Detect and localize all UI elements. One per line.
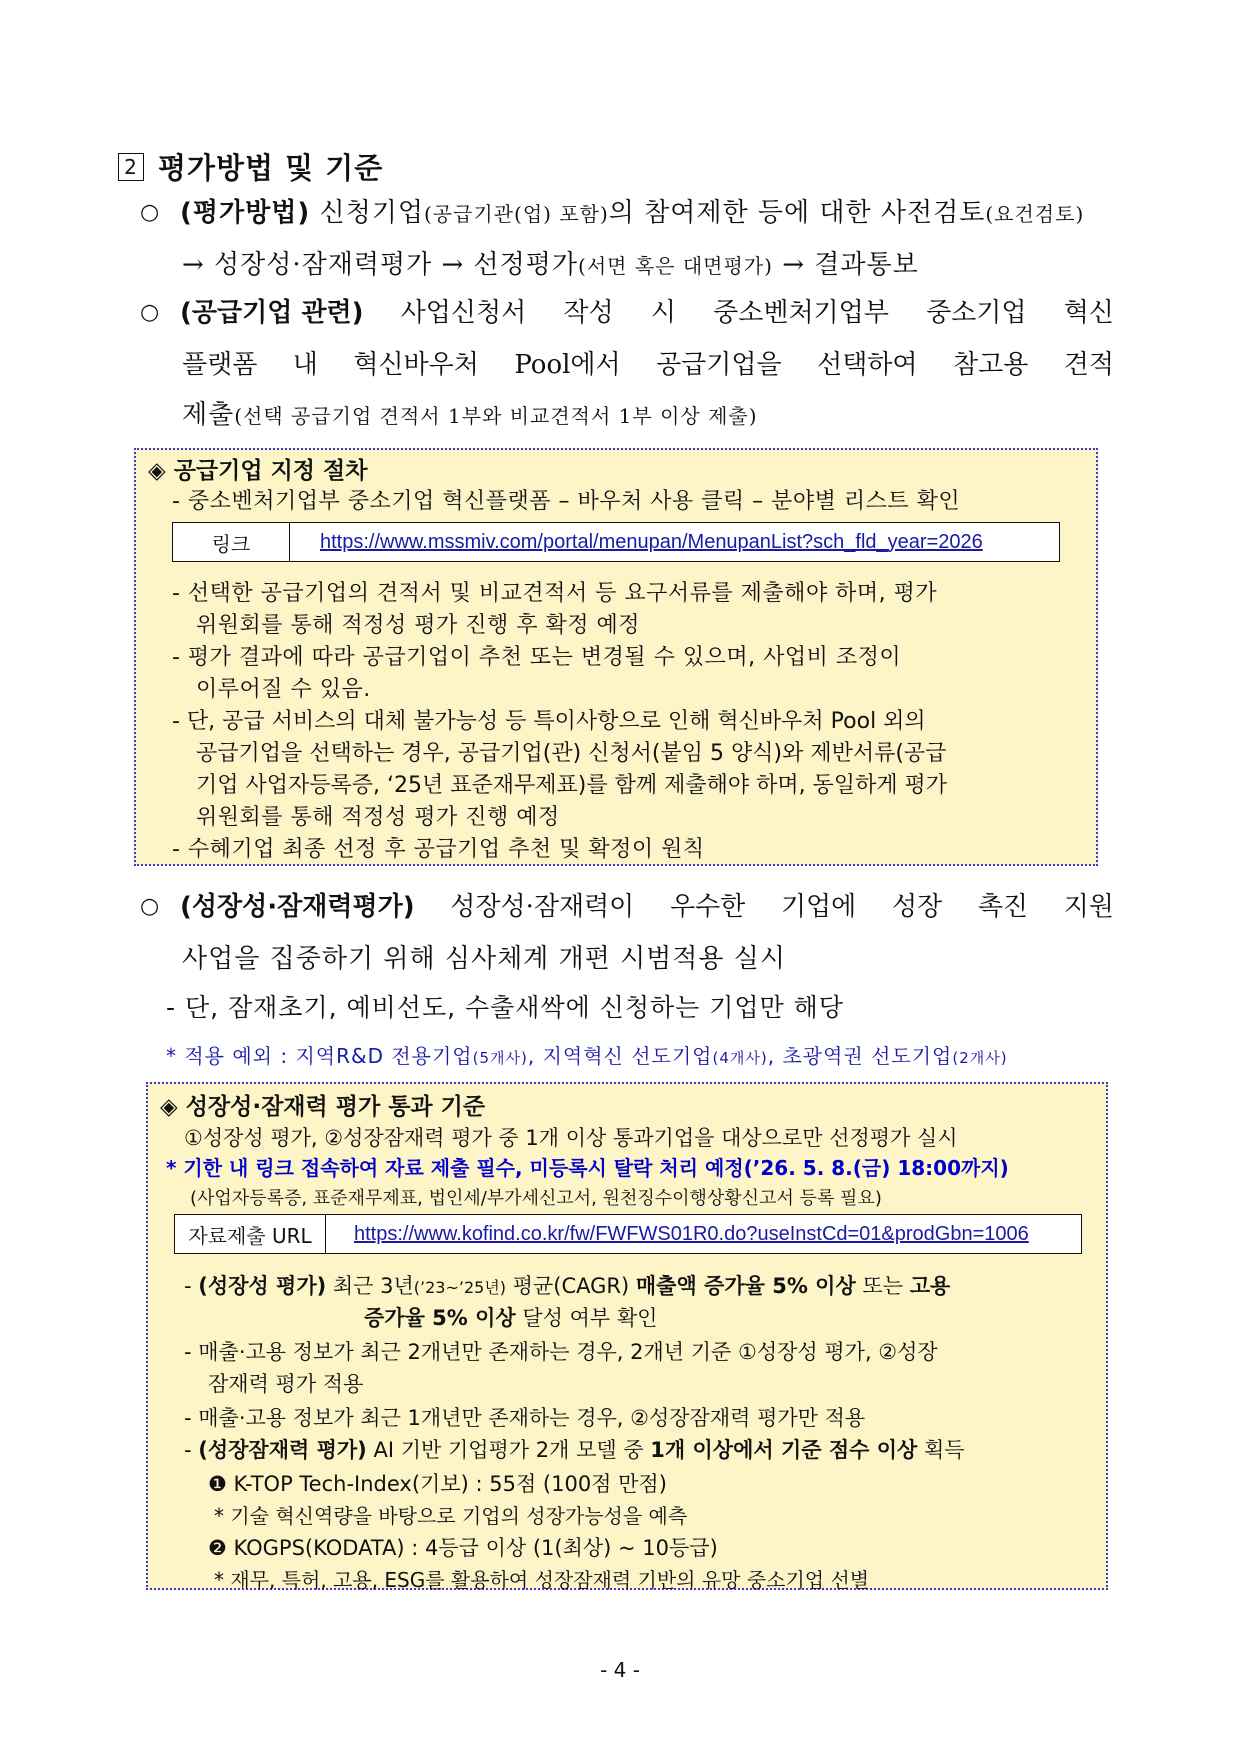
required-docs: (사업자등록증, 표준재무제표, 법인세/부가세신고서, 원천징수이행상황신고서 등록 필요) — [190, 1188, 882, 1209]
supplier-line1 — [180, 292, 1114, 329]
note-text: , 초광역권 선도기업 — [767, 1044, 953, 1068]
word: 혁신 — [1063, 298, 1114, 328]
text: 평균(CAGR) — [506, 1274, 636, 1298]
deadline-notice: * 기한 내 링크 접속하여 자료 제출 필수, 미등록시 탈락 처리 예정(’26. 5. 8.(금) 18:00까지) — [166, 1156, 1009, 1180]
word: 혁신바우처 — [353, 350, 479, 380]
box1-item: 위원회를 통해 적정성 평가 진행 후 확정 예정 — [196, 613, 640, 638]
growth-exception-note — [166, 1040, 1008, 1069]
growth-sub: - 단, 잠재초기, 예비선도, 수출새싹에 신청하는 기업만 해당 — [166, 993, 844, 1022]
word: Pool에서 — [514, 350, 621, 380]
box1-item: - 평가 결과에 따라 공급기업이 추천 또는 변경될 수 있으며, 사업비 조정이 — [172, 645, 902, 670]
eval-method-line2 — [182, 244, 919, 281]
eval-method-small: (서면 혹은 대면평가) — [578, 254, 773, 278]
supplier-label: (공급기업 관련) — [180, 298, 364, 328]
potential-eval-label: (성장잠재력 평가) — [198, 1438, 367, 1462]
word: 참고용 — [952, 350, 1029, 380]
box2-line1: ①성장성 평가, ②성장잠재력 평가 중 1개 이상 통과기업을 대상으로만 선정평가 실시 — [184, 1126, 958, 1150]
word: 기업에 — [780, 892, 857, 922]
small-text: (’23~’25년) — [413, 1278, 507, 1297]
word: 성장성·잠재력이 — [450, 892, 635, 922]
model-ktop: ❶ K-TOP Tech-Index(기보) : 55점 (100점 만점) — [208, 1472, 667, 1496]
box1-item: 기업 사업자등록증, ‘25년 표준재무제표)를 함께 제출해야 하며, 동일하게 평가 — [196, 773, 948, 798]
growth-eval-label: (성장성 평가) — [198, 1274, 327, 1298]
supplier-line3 — [182, 394, 758, 431]
link-label: 자료제출 URL — [175, 1215, 326, 1253]
text: AI 기반 기업평가 2개 모델 중 — [366, 1438, 651, 1462]
box1-item: 이루어질 수 있음. — [196, 677, 371, 702]
note-small: (4개사) — [712, 1049, 768, 1067]
link-label: 링크 — [173, 523, 290, 561]
eval-method-small: (요건검토) — [985, 202, 1085, 226]
section-title-text: 평가방법 및 기준 — [158, 151, 384, 185]
two-year-rule-cont: 잠재력 평가 적용 — [208, 1372, 364, 1396]
eval-method-label: (평가방법) — [180, 198, 311, 228]
note-text: * 적용 예외 : 지역R&D 전용기업 — [166, 1044, 473, 1068]
text: 또는 — [855, 1274, 910, 1298]
text: 최근 3년 — [326, 1274, 414, 1298]
word: 내 — [292, 350, 318, 380]
word: 공급기업을 — [656, 350, 782, 380]
submit-link-table — [174, 1214, 1082, 1254]
bold-text: 고용 — [909, 1274, 951, 1298]
eval-method-flow: → 성장성·잠재력평가 → 선정평가 — [182, 250, 579, 280]
eval-method-small: (공급기관(업) 포함) — [423, 202, 609, 226]
box1-title: ◈ 공급기업 지정 절차 — [148, 458, 368, 484]
word: 플랫폼 — [182, 350, 258, 380]
word: 중소기업 — [926, 298, 1027, 328]
word: 우수한 — [669, 892, 746, 922]
supplier-line2 — [182, 344, 1114, 381]
box1-item: - 단, 공급 서비스의 대체 불가능성 등 특이사항으로 인해 혁신바우처 Pool 외의 — [172, 709, 926, 734]
eval-method-flow: → 결과통보 — [782, 250, 919, 280]
model-kogps: ❷ KOGPS(KODATA) : 4등급 이상 (1(최상) ~ 10등급) — [208, 1536, 718, 1560]
growth-line2: 사업을 집중하기 위해 심사체계 개편 시범적용 실시 — [182, 944, 787, 974]
word: 시 — [650, 298, 676, 328]
word: 작성 — [563, 298, 614, 328]
eval-method-text: 신청기업 — [319, 198, 424, 228]
word: 촉진 — [977, 892, 1029, 922]
bold-text: 매출액 증가율 5% 이상 — [635, 1274, 856, 1298]
potential-eval-line: - (성장잠재력 평가) AI 기반 기업평가 2개 모델 중 1개 이상에서 기준 점수 이상 획득 — [184, 1438, 965, 1462]
model-kogps-note: * 재무, 특허, 고용, ESG를 활용하여 성장잠재력 기반의 유망 중소기업 선별 — [214, 1568, 870, 1592]
word: 지원 — [1063, 892, 1114, 922]
text: 달성 여부 확인 — [515, 1306, 658, 1330]
growth-line1 — [180, 886, 1114, 923]
two-year-rule: - 매출·고용 정보가 최근 2개년만 존재하는 경우, 2개년 기준 ①성장성 평가, ②성장 — [184, 1340, 938, 1364]
bullet-marker: ○ — [140, 300, 160, 325]
page-number: - 4 - — [600, 1658, 640, 1682]
bold-text: 증가율 5% 이상 — [364, 1306, 516, 1330]
model-ktop-note: * 기술 혁신역량을 바탕으로 기업의 성장가능성을 예측 — [214, 1504, 688, 1528]
box1-item: - 수혜기업 최종 선정 후 공급기업 추천 및 확정이 원칙 — [172, 837, 705, 862]
bullet-marker: ○ — [140, 894, 160, 919]
growth-label: (성장성·잠재력평가) — [180, 892, 415, 922]
box1-item: - 선택한 공급기업의 견적서 및 비교견적서 등 요구서류를 제출해야 하며, 평가 — [172, 581, 938, 606]
eval-method-line1 — [180, 192, 1084, 229]
section-number-box: 2 — [118, 153, 144, 181]
note-small: (2개사) — [952, 1049, 1008, 1067]
word: 견적 — [1063, 350, 1114, 380]
note-small: (5개사) — [472, 1049, 528, 1067]
supplier-small: (선택 공급기업 견적서 1부와 비교견적서 1부 이상 제출) — [234, 404, 758, 428]
word: 성장 — [891, 892, 943, 922]
word: 중소벤처기업부 — [713, 298, 889, 328]
bullet-marker: ○ — [140, 200, 160, 225]
eval-method-text: 의 참여제한 등에 대한 사전검토 — [608, 198, 986, 228]
box1-item: 위원회를 통해 적정성 평가 진행 예정 — [196, 805, 560, 830]
box1-line: - 중소벤처기업부 중소기업 혁신플랫폼 – 바우처 사용 클릭 – 분야별 리스트 확인 — [172, 489, 961, 514]
supplier-text: 제출 — [182, 400, 235, 430]
note-text: , 지역혁신 선도기업 — [527, 1044, 713, 1068]
growth-eval-line2 — [364, 1302, 657, 1332]
section-title — [118, 146, 383, 187]
growth-eval-line1: - (성장성 평가) 최근 3년(’23~’25년) 평균(CAGR) 매출액 증가율 5% 이상 또는 고용 — [184, 1274, 951, 1298]
box1-item: 공급기업을 선택하는 경우, 공급기업(관) 신청서(붙임 5 양식)와 제반서류(공급 — [196, 741, 947, 766]
text: 획득 — [917, 1438, 965, 1462]
box2-title: ◈ 성장성·잠재력 평가 통과 기준 — [160, 1094, 486, 1120]
word: 선택하여 — [817, 350, 918, 380]
word: 사업신청서 — [400, 298, 527, 328]
supplier-link-table — [172, 522, 1060, 562]
submit-link[interactable]: https://www.kofind.co.kr/fw/FWFWS01R0.do?useInstCd=01&prodGbn=1006 — [354, 1222, 1029, 1245]
bold-text: 1개 이상에서 기준 점수 이상 — [650, 1438, 918, 1462]
supplier-link[interactable]: https://www.mssmiv.com/portal/menupan/MenupanList?sch_fld_year=2026 — [320, 530, 983, 553]
one-year-rule: - 매출·고용 정보가 최근 1개년만 존재하는 경우, ②성장잠재력 평가만 적용 — [184, 1406, 866, 1430]
